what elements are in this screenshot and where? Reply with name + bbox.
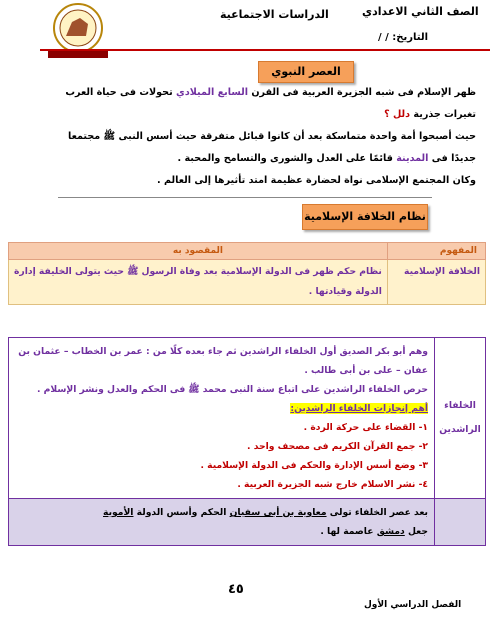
- list-item: ٣- وضع أسس الإدارة والحكم فى الدولة الإسلامية .: [200, 460, 428, 471]
- definition-line: نظام حكم ظهر فى الدولة الإسلامية بعد وفاة الرسول ﷺ حيث يتولى الخليفة إدارة: [14, 266, 382, 277]
- paragraph-line: حيث أصبحوا أمة واحدة متماسكة بعد أن كانوا قبائل متفرقة حيث أسس النبى ﷺ مجتمعا: [67, 131, 476, 142]
- school-logo: [28, 2, 128, 64]
- semester-label: الفصل الدراسي الأول: [364, 600, 462, 610]
- paragraph-line: وكان المجتمع الإسلامى نواة لحضارة عظيمة امتد تأثيرها إلى العالم .: [157, 175, 476, 186]
- highlighted-heading: أهم إنجازات الخلفاء الراشدين:: [290, 403, 428, 414]
- page-number: ٤٥: [228, 582, 244, 597]
- paragraph-line: [16, 86, 476, 100]
- list-item: ٤- نشر الاسلام خارج شبه الجزيرة العربية .: [237, 479, 428, 490]
- content-cell: [9, 499, 435, 546]
- text-run: عاصمة لها .: [320, 526, 377, 537]
- highlight-text: السابع الميلادي: [176, 87, 249, 98]
- section-divider: [58, 197, 432, 198]
- term-cell: الخلافة الإسلامية: [387, 260, 485, 305]
- highlight-text: المدينة: [396, 153, 429, 164]
- section-title-caliphate: نظام الخلافة الإسلامية: [302, 204, 428, 230]
- underlined-text: الأموية: [103, 507, 134, 518]
- label-line: الراشدين: [439, 424, 481, 435]
- grade-title: الصف الثاني الاعدادي: [362, 5, 479, 18]
- text-run: تحولات فى حياة العرب: [65, 87, 177, 98]
- text-run: قائمًا على العدل والشورى والتسامح والمحبة .: [177, 153, 397, 164]
- table-header: المفهوم: [387, 243, 485, 260]
- content-cell: [9, 338, 435, 499]
- section-title-prophetic-era: العصر النبوي: [258, 61, 354, 83]
- content-line: [15, 503, 428, 522]
- underlined-text: دمشق: [376, 526, 405, 537]
- label-cell: [435, 338, 486, 499]
- table-header: المقصود به: [9, 243, 388, 260]
- subject-title: الدراسات الاجتماعية: [220, 8, 329, 21]
- question-text: دلل ؟: [384, 109, 411, 120]
- text-run: بعد عصر الخلفاء تولى: [326, 507, 428, 518]
- definition-line: الدولة وقيادتها .: [308, 286, 382, 297]
- definition-cell: [9, 260, 388, 305]
- content-line: [15, 522, 428, 541]
- list-item: ٢- جمع القرآن الكريم فى مصحف واحد .: [247, 441, 428, 452]
- header-divider: [40, 49, 490, 51]
- paragraph-line: [16, 152, 476, 166]
- content-line: عفان – على بن أبى طالب .: [304, 365, 428, 376]
- underlined-text: معاوية بن أبى سفيان: [229, 507, 327, 518]
- text-run: جعل: [404, 526, 428, 537]
- paragraph-line: [16, 108, 476, 122]
- content-line: حرص الخلفاء الراشدين على اتباع سنة النبى محمد ﷺ فى الحكم والعدل ونشر الإسلام .: [36, 384, 428, 395]
- content-line: [15, 399, 428, 418]
- rightly-guided-caliphs-table: [8, 337, 486, 546]
- label-cell-empty: [435, 499, 486, 546]
- text-run: الحكم وأسس الدولة: [133, 507, 230, 518]
- text-run: ظهر الإسلام فى شبه الجزيرة العربية فى القرن: [248, 87, 476, 98]
- list-item: ١- القضاء على حركة الردة .: [303, 422, 428, 433]
- caliphate-table: [8, 242, 486, 305]
- label-line: الخلفاء: [444, 400, 476, 411]
- content-line: وهم أبو بكر الصديق أول الخلفاء الراشدين ثم جاء بعده كلًا من : عمر بن الخطاب – عثمان بن: [18, 346, 428, 357]
- text-run: جديدًا فى: [428, 153, 476, 164]
- date-field: التاريخ: / /: [378, 32, 429, 43]
- text-run: تغيرات جذرية: [410, 109, 476, 120]
